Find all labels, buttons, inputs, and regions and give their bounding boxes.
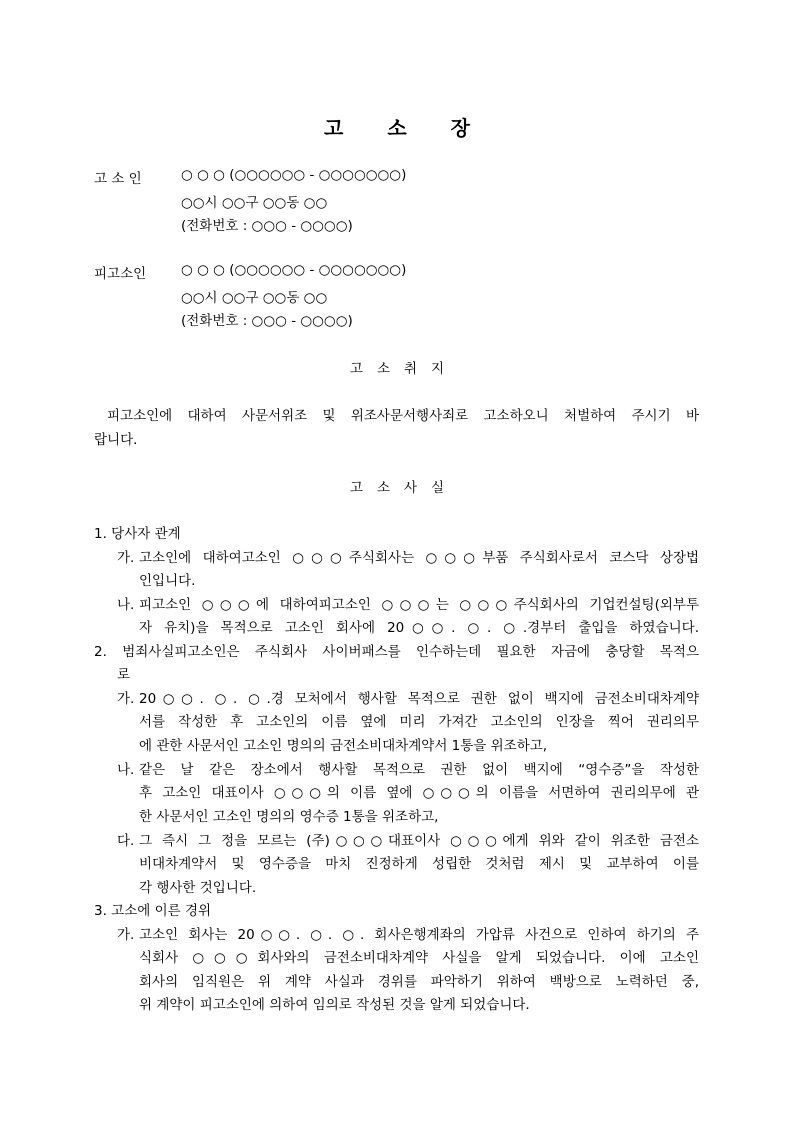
accused-name: ○ ○ ○ (○○○○○○ - ○○○○○○○): [181, 262, 407, 278]
accused-label: 피고소인: [94, 266, 147, 282]
heading-char: 실: [431, 480, 445, 496]
title-char: 장: [450, 116, 470, 140]
complainant-phone: (전화번호 : ○○○ - ○○○○): [181, 218, 353, 234]
item-text-line: 에 관한 사문서인 고소인 명의의 금전소비대차계약서 1통을 위조하고,: [139, 738, 548, 754]
item-text-line: 고소인에 대하여고소인 ○○○주식회사는 ○○○부품 주식회사로서 코스닥 상장법: [139, 550, 699, 566]
item-text-line: 각 행사한 것입니다.: [139, 880, 257, 896]
heading-char: 고: [349, 480, 363, 496]
item-text-line: 자 유치)을 목적으로 고소인 회사에 20○○. ○. ○.경부터 출입을 하였습니다.: [139, 620, 699, 636]
complainant-label: 고 소 인: [94, 171, 142, 187]
item-text-line: 그 즉시 그 정을 모르는 (주)○○○대표이사 ○○○에게 위와 같이 위조한 금전소: [139, 833, 699, 849]
item-text-line: 후 고소인 대표이사 ○○○의 이름 옆에 ○○○의 이름을 서면하여 권리의무에 관: [139, 785, 699, 801]
item-text-line: 같은 날 같은 장소에서 행사할 목적으로 권한 없이 백지에 “영수증”을 작성한: [139, 762, 699, 778]
heading-char: 사: [404, 480, 418, 496]
purpose-text-line: 피고소인에 대하여 사문서위조 및 위조사문서행사죄로 고소하오니 처벌하여 주시기 바: [107, 408, 699, 424]
title-char: 소: [387, 116, 407, 140]
item-text-line: 고소인 회사는 20○○. ○. ○. 회사은행계좌의 가압류 사건으로 인하여 하기의 주: [139, 927, 699, 943]
item-text-line: 비대차계약서 및 영수증을 마치 진정하게 성립한 것처럼 제시 및 교부하여 이를: [139, 856, 699, 872]
section-3-title: 3. 고소에 이른 경위: [94, 903, 212, 919]
section-2-title-cont: 로: [117, 667, 131, 683]
item-text-line: 인입니다.: [139, 573, 196, 589]
item-marker: 가.: [117, 691, 135, 707]
complainant-address: ○○시 ○○구 ○○동 ○○: [181, 195, 328, 211]
item-text-line: 식회사 ○○○회사와의 금전소비대차계약 사실을 알게 되었습니다. 이에 고소인: [139, 950, 699, 966]
purpose-text-line: 랍니다.: [94, 432, 138, 448]
section-2-title: 2. 범죄사실피고소인은 주식회사 사이버패스를 인수하는데 필요한 자금에 충당할 목적으: [94, 644, 699, 660]
heading-char: 지: [431, 361, 445, 377]
section-1-title: 1. 당사자 관계: [94, 526, 181, 542]
accused-address: ○○시 ○○구 ○○동 ○○: [181, 290, 328, 306]
heading-char: 취: [404, 361, 418, 377]
item-text-line: 회사의 임직원은 위 계약 사실과 경위를 파악하기 위하여 백방으로 노력하던 중,: [139, 974, 699, 990]
item-marker: 가.: [117, 927, 135, 943]
heading-char: 고: [349, 361, 363, 377]
purpose-heading: [0, 357, 794, 377]
heading-char: 소: [376, 480, 390, 496]
item-text-line: 피고소인 ○○○에 대하여피고소인 ○○○는 ○○○주식회사의 기업컨설팅(외부투: [139, 597, 699, 613]
item-marker: 다.: [117, 833, 135, 849]
document-title: [0, 112, 794, 141]
accused-phone: (전화번호 : ○○○ - ○○○○): [181, 313, 353, 329]
item-marker: 나.: [117, 762, 135, 778]
item-text-line: 한 사문서인 고소인 명의의 영수증 1통을 위조하고,: [139, 809, 439, 825]
facts-heading: [0, 476, 794, 496]
item-text-line: 서를 작성한 후 고소인의 이름 옆에 미리 가져간 고소인의 인장을 찍어 권리의무: [139, 714, 699, 730]
heading-char: 소: [376, 361, 390, 377]
item-text-line: 20○○. ○. ○.경 모처에서 행사할 목적으로 권한 없이 백지에 금전소비대차계약: [139, 691, 699, 707]
item-marker: 나.: [117, 597, 135, 613]
title-char: 고: [324, 116, 344, 140]
item-marker: 가.: [117, 550, 135, 566]
item-text-line: 위 계약이 피고소인에 의하여 임의로 작성된 것을 알게 되었습니다.: [139, 997, 530, 1013]
complainant-name: ○ ○ ○ (○○○○○○ - ○○○○○○○): [181, 167, 407, 183]
